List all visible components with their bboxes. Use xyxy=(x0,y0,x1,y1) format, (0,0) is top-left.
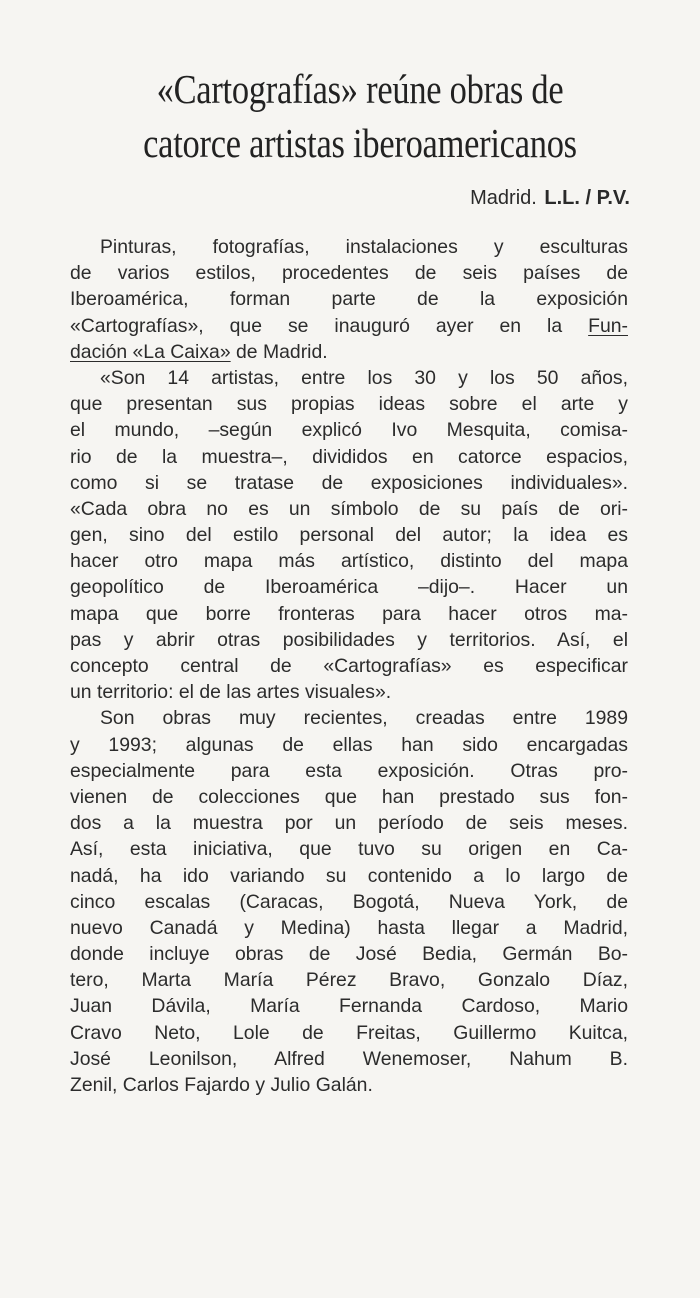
body-line: especialmente para esta exposición. Otras pro- xyxy=(70,759,628,782)
headline-line-2: catorce artistas iberoamericanos xyxy=(143,120,577,166)
body-line: pas y abrir otras posibilidades y territorios. Así, el xyxy=(70,628,628,651)
body-line: «Cada obra no es un símbolo de su país de ori- xyxy=(70,497,628,520)
body-line: Son obras muy recientes, creadas entre 1989 xyxy=(100,707,628,730)
byline xyxy=(470,187,630,210)
body-line: concepto central de «Cartografías» es especificar xyxy=(70,655,628,677)
body-line: Así, esta iniciativa, que tuvo su origen en Ca- xyxy=(70,838,628,861)
body-line: Cravo Neto, Lole de Freitas, Guillermo Kuitca, xyxy=(70,1021,628,1044)
body-line: tero, Marta María Pérez Bravo, Gonzalo Díaz, xyxy=(70,969,628,992)
underlined-fundacion-la-caixa: dación «La Caixa» xyxy=(70,340,231,363)
body-line xyxy=(70,339,628,365)
body-line: nadá, ha ido variando su contenido a lo largo de xyxy=(70,864,628,887)
body-line: Iberoamérica, forman parte de la exposición xyxy=(70,288,628,311)
body-line: Zenil, Carlos Fajardo y Julio Galán. xyxy=(70,1074,373,1096)
body-line: José Leonilson, Alfred Wenemoser, Nahum B. xyxy=(70,1047,628,1070)
body-line: Juan Dávila, María Fernanda Cardoso, Mario xyxy=(70,995,628,1018)
body-line: donde incluye obras de José Bedia, Germán Bo- xyxy=(70,943,628,966)
body-line: de varios estilos, procedentes de seis países de xyxy=(70,262,628,285)
underlined-fundacion-start: Fun- xyxy=(588,314,628,337)
body-line xyxy=(70,313,628,339)
body-line: dos a la muestra por un período de seis meses. xyxy=(70,812,628,835)
body-line: nuevo Canadá y Medina) hasta llegar a Madrid, xyxy=(70,916,628,939)
byline-author: L.L. / P.V. xyxy=(544,187,630,209)
body-line: «Son 14 artistas, entre los 30 y los 50 años, xyxy=(100,366,628,389)
article-headline xyxy=(108,62,612,170)
body-line: y 1993; algunas de ellas han sido encargadas xyxy=(70,733,628,756)
body-line: gen, sino del estilo personal del autor; la idea es xyxy=(70,524,628,547)
headline-line-1: «Cartografías» reúne obras de xyxy=(156,66,564,112)
body-line: el mundo, –según explicó Ivo Mesquita, comisa- xyxy=(70,419,628,442)
body-line: cinco escalas (Caracas, Bogotá, Nueva York, de xyxy=(70,890,628,913)
body-line: rio de la muestra–, divididos en catorce espacios, xyxy=(70,445,628,468)
body-line-text: de Madrid. xyxy=(230,340,328,363)
body-line: geopolítico de Iberoamérica –dijo–. Hacer un xyxy=(70,576,628,599)
article-body xyxy=(70,234,628,1098)
body-line: un territorio: el de las artes visuales». xyxy=(70,681,392,704)
body-line: Pinturas, fotografías, instalaciones y esculturas xyxy=(100,236,628,258)
body-line: vienen de colecciones que han prestado sus fon- xyxy=(70,785,628,808)
body-line: que presentan sus propias ideas sobre el arte y xyxy=(70,393,628,416)
body-line-text: «Cartografías», que se inauguró ayer en la xyxy=(70,314,589,337)
body-line: como si se tratase de exposiciones individuales». xyxy=(70,471,628,494)
body-line: hacer otro mapa más artístico, distinto del mapa xyxy=(70,550,628,573)
body-line: mapa que borre fronteras para hacer otros ma- xyxy=(70,602,628,625)
byline-place: Madrid. xyxy=(470,187,537,209)
